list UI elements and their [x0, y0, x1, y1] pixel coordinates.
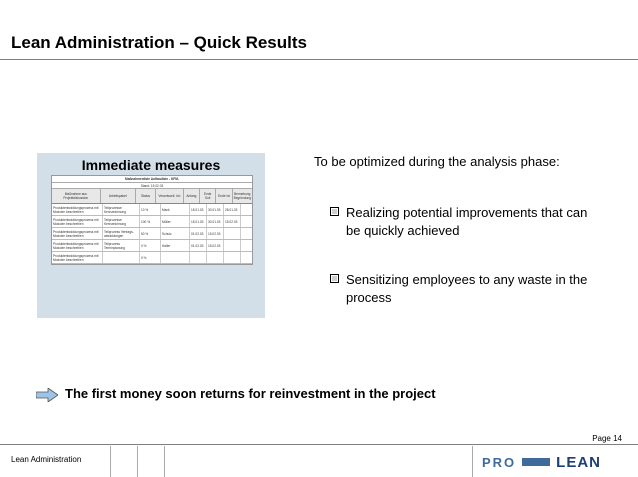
table-row — [52, 228, 252, 240]
table-cell: Produktentwicklungsprozess mit Modulen beschreiben — [52, 216, 103, 227]
table-cell — [241, 252, 252, 263]
table-cell: 01.02.03 — [190, 240, 207, 251]
table-cell: 0 % — [140, 252, 161, 263]
callout-text: The first money soon returns for reinvestment in the project — [65, 386, 436, 401]
column-header: Ende Ist — [216, 189, 232, 203]
table-cell: 15.02.03 — [207, 240, 224, 251]
table-cell: Teilprozesse Kennzeichnung — [103, 204, 140, 215]
table-cell: 15.02.03 — [207, 228, 224, 239]
table-cell — [103, 252, 140, 263]
footer-separator — [110, 446, 111, 477]
column-header: Anfang — [184, 189, 200, 203]
measures-thumbnail — [37, 153, 265, 318]
table-cell: 0 % — [140, 240, 161, 251]
table-cell — [224, 252, 241, 263]
table-cell — [241, 228, 252, 239]
table-cell: Produktentwicklungsprozess mit Modulen beschreiben — [52, 240, 103, 251]
column-header: Status — [136, 189, 156, 203]
top-divider — [0, 59, 638, 60]
right-arrow-icon — [36, 388, 58, 402]
table-cell: 30.01.03 — [207, 204, 224, 215]
table-cell: 15.01.03 — [190, 204, 207, 215]
company-logo — [482, 452, 601, 472]
checkbox-square-icon — [330, 274, 339, 283]
table-cell: 100 % — [140, 216, 161, 227]
table-cell: Müller — [161, 216, 190, 227]
footer-separator — [472, 446, 473, 477]
column-header: Ende Soll — [200, 189, 216, 203]
table-cell — [224, 240, 241, 251]
table-cell — [190, 252, 207, 263]
table-cell: 15.02.03 — [224, 216, 241, 227]
table-cell — [224, 228, 241, 239]
table-cell: 50 % — [140, 228, 161, 239]
table-cell: Produktentwicklungsprozess mit Modulen beschreiben — [52, 252, 103, 263]
table-cell: 30.01.03 — [207, 216, 224, 227]
table-cell: 10 % — [140, 204, 161, 215]
table-cell: 15.01.03 — [190, 216, 207, 227]
table-cell: 01.02.03 — [190, 228, 207, 239]
table-cell: Produktentwicklungsprozess mit Modulen beschreiben — [52, 228, 103, 239]
table-cell — [241, 240, 252, 251]
table-header-row — [52, 189, 252, 204]
logo-lean-text: LEAN — [556, 453, 602, 471]
table-cell: 28.01.03 — [224, 204, 241, 215]
column-header: Arbeitspaket — [101, 189, 136, 203]
table-cell — [241, 216, 252, 227]
logo-bar — [522, 458, 550, 466]
measures-table-subtitle: Stand: 15.02.03 — [52, 183, 252, 189]
column-header: Maßnahme aus Projektdiskussion — [52, 189, 101, 203]
footer-label: Lean Administration — [11, 455, 82, 464]
table-row — [52, 252, 252, 264]
analysis-heading: To be optimized during the analysis phase: — [314, 154, 560, 169]
table-row — [52, 240, 252, 252]
measures-table — [51, 175, 253, 265]
bullet-item — [330, 271, 600, 307]
thumbnail-heading: Immediate measures — [81, 157, 221, 173]
bottom-divider — [0, 444, 638, 445]
table-row — [52, 216, 252, 228]
table-cell: Mack — [161, 204, 190, 215]
bullet-text: Sensitizing employees to any waste in the process — [346, 272, 588, 305]
checkbox-square-icon — [330, 207, 339, 216]
table-cell — [207, 252, 224, 263]
table-cell: Produktentwicklungsprozess mit Modulen beschreiben — [52, 204, 103, 215]
table-cell — [241, 204, 252, 215]
table-cell: Schulz — [161, 228, 190, 239]
table-cell: Haller — [161, 240, 190, 251]
slide-title: Lean Administration – Quick Results — [11, 33, 307, 52]
measures-table-title: Maßnahmenliste Aufbauliste - KFM- — [52, 176, 252, 183]
footer-separator — [137, 446, 138, 477]
bullet-text: Realizing potential improvements that can be quickly achieved — [346, 205, 588, 238]
bullet-item — [330, 204, 600, 240]
table-cell: Teilprozess Terminplanung — [103, 240, 140, 251]
table-row — [52, 204, 252, 216]
table-cell: Teilprozess Vertrags-abwicklungen — [103, 228, 140, 239]
page-number: Page 14 — [592, 434, 622, 443]
table-cell — [161, 252, 190, 263]
column-header: Verantwortl. Ich — [156, 189, 184, 203]
logo-pro-text: PRO — [482, 454, 517, 470]
column-header: Bemerkung Begründung — [233, 192, 251, 200]
footer-separator — [164, 446, 165, 477]
table-cell: Teilprozesse Kennzeichnung — [103, 216, 140, 227]
